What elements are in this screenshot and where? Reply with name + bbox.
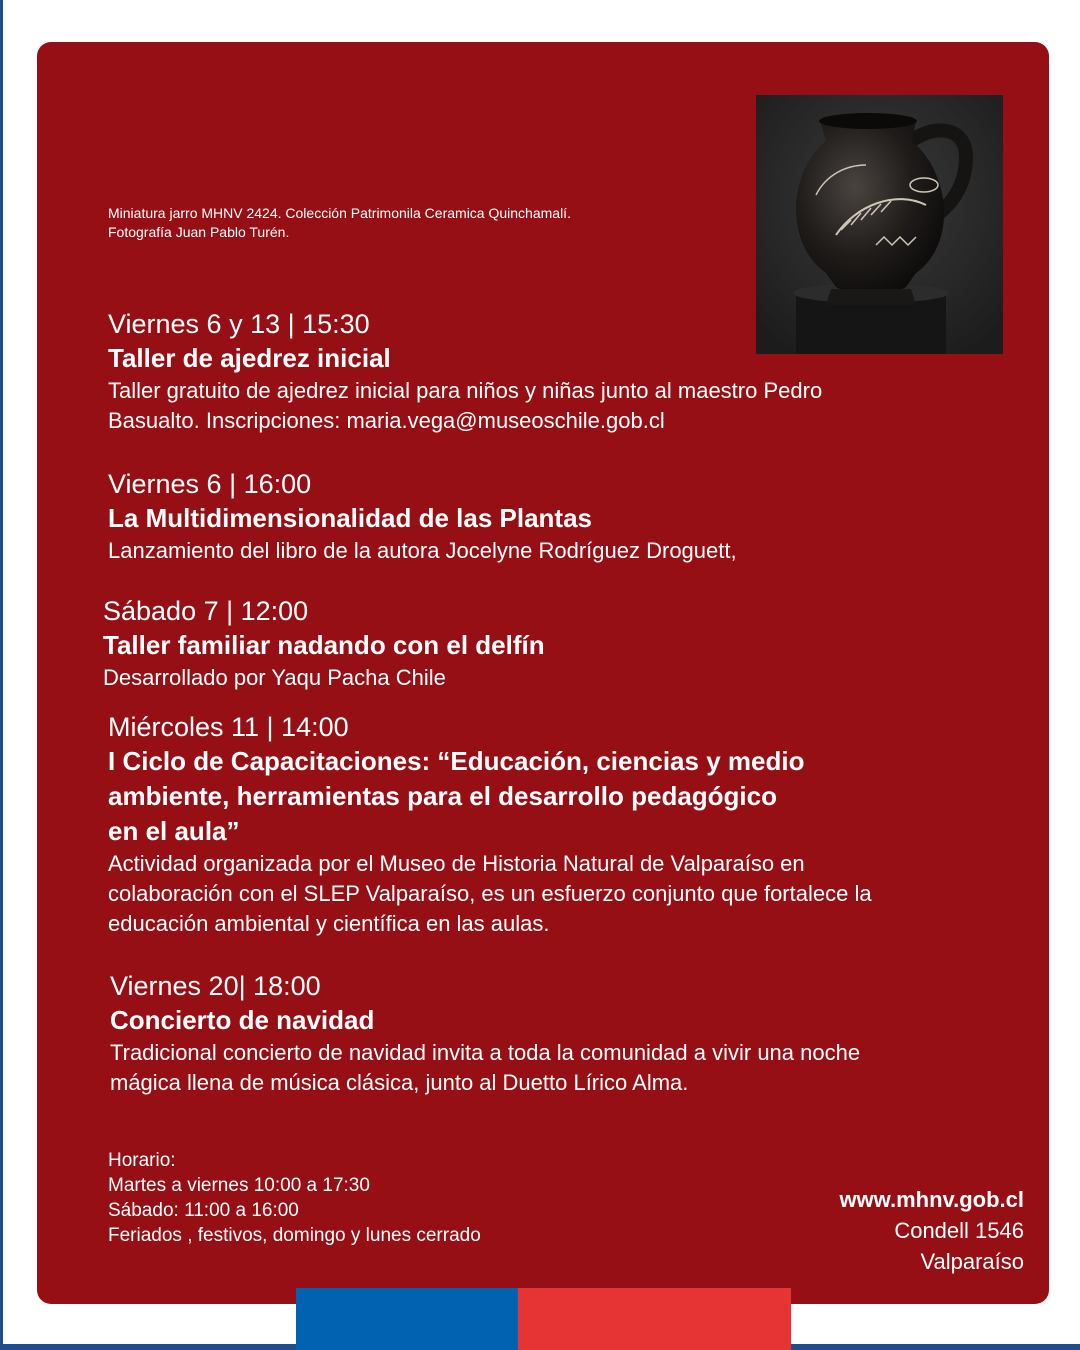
event-title: Taller de ajedrez inicial [108,343,391,373]
hours-line: Feriados , festivos, domingo y lunes cerrado [108,1225,481,1246]
event-training-cycle [108,710,872,939]
event-chess-workshop [108,307,822,436]
event-date: Sábado 7 | 12:00 [103,596,309,626]
event-christmas-concert [110,969,860,1098]
event-title: Taller familiar nadando con el delfín [103,630,545,660]
event-date: Miércoles 11 | 14:00 [108,712,349,742]
opening-hours [108,1148,568,1248]
hours-line: Sábado: 11:00 a 16:00 [108,1200,299,1221]
caption-line: Fotografía Juan Pablo Turén. [108,224,290,240]
museum-contact [724,1184,1024,1277]
address: Condell 1546 [894,1218,1024,1243]
photo-caption [108,204,728,242]
left-border [0,0,3,1350]
event-description-line: colaboración con el SLEP Valparaíso, es un esfuerzo conjunto que fortalece la [108,881,872,906]
flag-blue-stripe [296,1288,518,1350]
event-description-line: mágica llena de música clásica, junto al Duetto Lírico Alma. [110,1070,689,1095]
event-title: Concierto de navidad [110,1005,375,1035]
event-title: La Multidimensionalidad de las Plantas [108,503,592,533]
event-title-line: en el aula” [108,816,240,846]
hours-line: Martes a viernes 10:00 a 17:30 [108,1175,370,1196]
event-description-line: Taller gratuito de ajedrez inicial para niños y niñas junto al maestro Pedro [108,378,823,403]
website-link[interactable]: www.mhnv.gob.cl [839,1187,1024,1212]
event-date: Viernes 6 y 13 | 15:30 [108,309,370,339]
event-description-line: Actividad organizada por el Museo de Historia Natural de Valparaíso en [108,851,805,876]
event-title-line: I Ciclo de Capacitaciones: “Educación, ciencias y medio [108,746,805,776]
event-description-line: Tradicional concierto de navidad invita a toda la comunidad a vivir una noche [110,1040,861,1065]
event-book-launch [108,467,737,566]
city: Valparaíso [920,1249,1024,1274]
event-title-line: ambiente, herramientas para el desarrollo pedagógico [108,781,777,811]
event-date: Viernes 6 | 16:00 [108,469,312,499]
hours-heading: Horario: [108,1150,176,1171]
event-description-line: Desarrollado por Yaqu Pacha Chile [103,665,446,690]
caption-line: Miniatura jarro MHNV 2424. Colección Patrimonila Ceramica Quinchamalí. [108,205,571,221]
event-description-line: educación ambiental y científica en las aulas. [108,911,550,936]
event-description-line: Lanzamiento del libro de la autora Jocelyne Rodríguez Droguett, [108,538,737,563]
event-date: Viernes 20| 18:00 [110,971,321,1001]
event-description-line: Basualto. Inscripciones: maria.vega@museoschile.gob.cl [108,408,665,433]
event-family-workshop [103,594,545,693]
flag-red-stripe [518,1288,791,1350]
